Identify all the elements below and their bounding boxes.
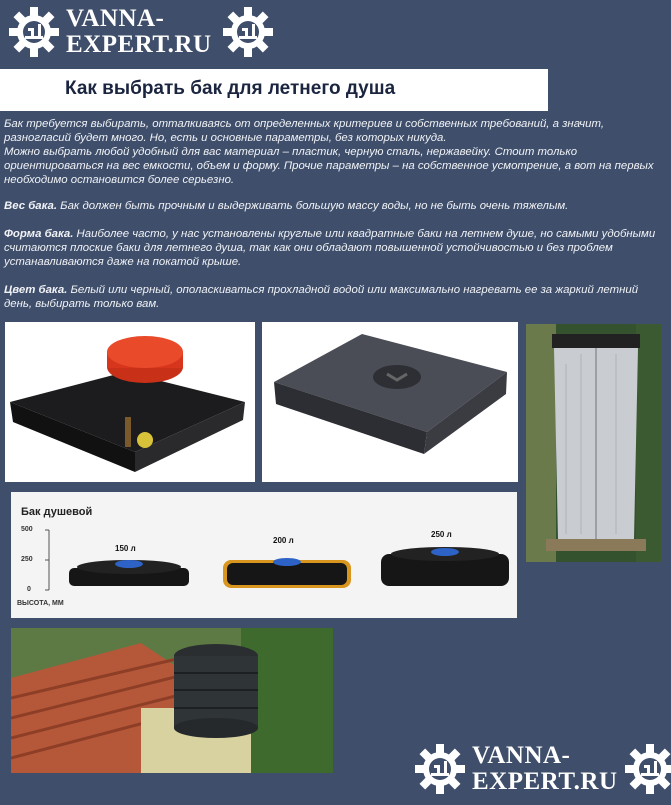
weight-paragraph [4,199,666,213]
shape-text: Наиболее часто, у нас установлены круглые или квадратные баки на летнем душе, но самыми удобными считаются плоские баки для летнего душа, так как они обладают повышенной устойчивостью и без проблем устанавливаются даже на покатой крыше. [4,228,656,268]
tank-label-150: 150 л [115,544,136,553]
tank-label-250: 250 л [431,530,452,539]
weight-text: Бак должен быть прочным и выдерживать большую массу воды, но не быть очень тяжелым. [57,200,569,212]
axis-label: ВЫСОТА, ММ [17,600,64,607]
photo-shower-booth [526,324,661,562]
axis-tick-500: 500 [21,526,33,533]
photo-rooftop-tank [11,628,333,773]
intro-text-2: Можно выбрать любой удобный для вас материал – пластик, черную сталь, нержавейку. Стоит только ориентироваться на вес емкости, объем и форму. Прочие параметры – на собственное усмотрение, а вот на первых необходимо остановится более серьезно. [4,146,654,186]
shape-label: Форма бака. [4,228,74,240]
axis-tick-0: 0 [27,586,31,593]
logo-line-2: EXPERT.RU [472,768,618,795]
logo-line-1: VANNA- [66,5,165,32]
photo-flat-tank [262,322,518,482]
weight-label: Вес бака. [4,200,57,212]
intro-text: Бак требуется выбирать, отталкиваясь от определенных критериев и собственных требований, а значит, разногласий будет много. Но, есть и основные параметры, без которых никуда. [4,118,605,144]
logo-line-1: VANNA- [472,742,571,769]
gear-faucet-icon [8,6,60,58]
site-logo-bottom[interactable] [414,743,671,795]
color-paragraph [4,283,666,311]
color-label: Цвет бака. [4,284,68,296]
tank-size-infographic [11,492,517,618]
gear-faucet-icon [624,743,671,795]
color-text: Белый или черный, ополаскиваться прохладной водой или максимально нагревать ее за жаркий летний день, выбирать только вам. [4,284,639,310]
infographic-title: Бак душевой [21,506,93,518]
gear-faucet-icon [222,6,274,58]
axis-tick-250: 250 [21,556,33,563]
title-bar [0,69,548,111]
site-logo-top[interactable] [8,6,274,58]
shape-paragraph [4,227,666,269]
gear-faucet-icon [414,743,466,795]
intro-paragraph [4,117,666,187]
page-title: Как выбрать бак для летнего душа [65,78,396,99]
logo-line-2: EXPERT.RU [66,31,212,58]
tank-label-200: 200 л [273,536,294,545]
photo-round-tank [5,322,255,482]
